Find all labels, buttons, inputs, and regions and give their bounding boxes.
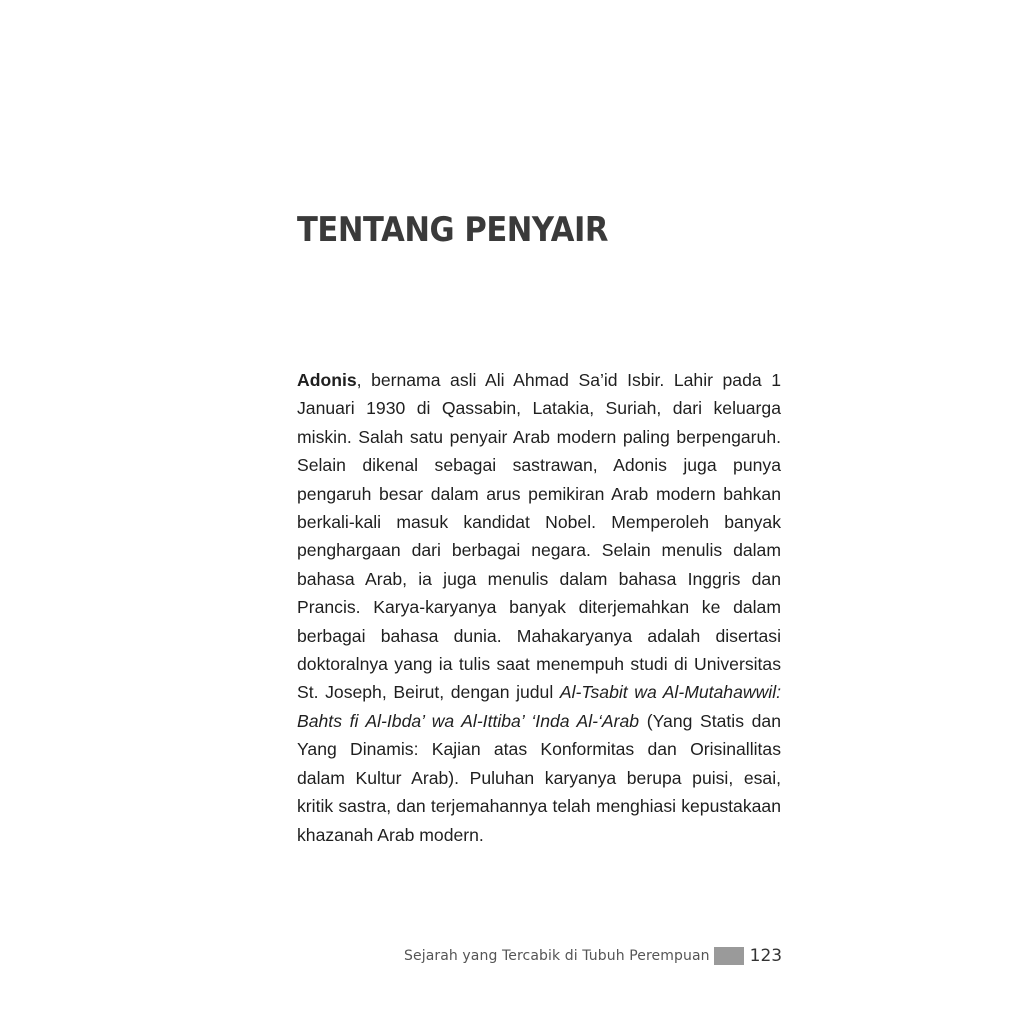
footer-book-title: Sejarah yang Tercabik di Tubuh Perempuan xyxy=(404,948,710,964)
running-footer xyxy=(404,944,782,968)
biography-text-part-1: , bernama asli Ali Ahmad Sa’id Isbir. Lahir pada 1 Januari 1930 di Qassabin, Latakia, Suriah, dari keluarga miskin. Salah satu penyair Arab modern paling berpengaruh. Selain dikenal sebagai sastrawan, Adonis juga punya pengaruh besar dalam arus pemikiran Arab modern bahkan berkali-kali masuk kandidat Nobel. Memperoleh banyak penghargaan dari berbagai negara. Selain menulis dalam bahasa Arab, ia juga menulis dalam bahasa Inggris dan Prancis. Karya-karyanya banyak diterjemahkan ke dalam berbagai bahasa dunia. Mahakaryanya adalah disertasi doktoralnya yang ia tulis saat menempuh studi di Universitas St. Joseph, Beirut, dengan judul xyxy=(297,370,781,703)
dissertation-title: Al-Tsabit wa Al-Mutahawwil: Bahts fi Al-Ibda’ wa Al-Ittiba’ ‘Inda Al-‘Arab xyxy=(297,682,781,731)
poet-name: Adonis xyxy=(297,370,357,390)
page-number: 123 xyxy=(749,946,783,966)
biography-paragraph xyxy=(297,366,781,849)
footer-decorative-block xyxy=(714,947,744,965)
biography-text-part-2: (Yang Statis dan Yang Dinamis: Kajian atas Konformitas dan Orisinallitas dalam Kultur Arab). Puluhan karyanya berupa puisi, esai, kritik sastra, dan terjemahannya telah menghiasi kepustakaan khazanah Arab modern. xyxy=(297,710,782,845)
page-title: TENTANG PENYAIR xyxy=(297,210,609,250)
